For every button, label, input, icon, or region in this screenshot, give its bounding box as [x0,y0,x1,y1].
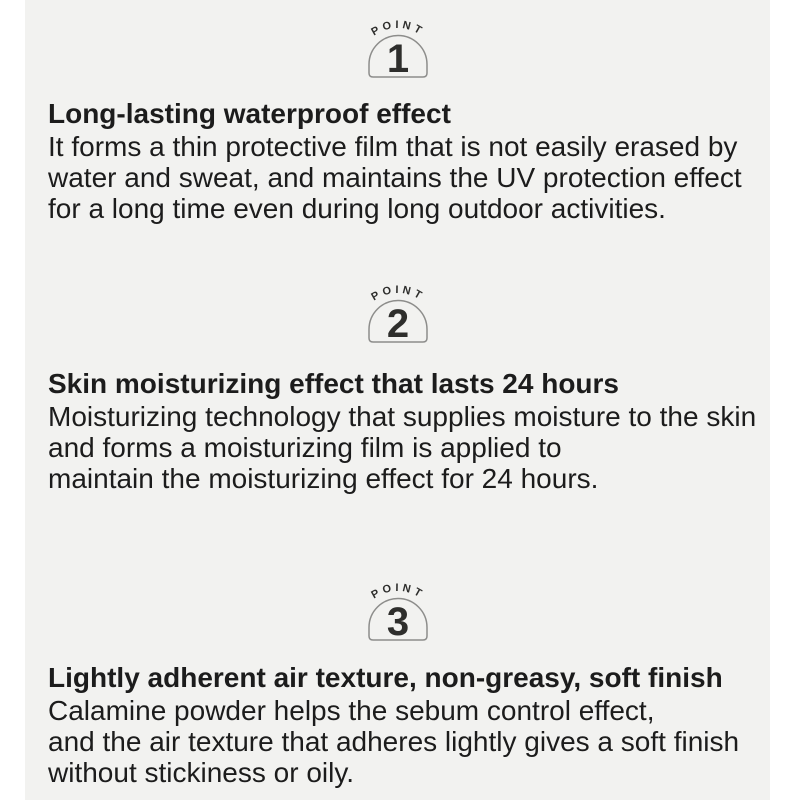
section-body [25,131,770,224]
section-heading: Skin moisturizing effect that lasts 24 hours [48,368,620,399]
point-section-3 [25,579,770,788]
point-section-1 [25,16,770,224]
section-body-line: Moisturizing technology that supplies moisture to the skin [48,401,757,432]
point-number: 3 [386,600,409,644]
point-3-badge-icon [353,579,443,642]
point-label: POINT [368,581,427,602]
section-body-line: for a long time even during long outdoor activities. [48,193,666,224]
section-body-line: water and sweat, and maintains the UV protection effect [48,162,742,193]
section-body [25,401,770,494]
point-2-badge-icon [353,281,443,344]
section-heading: Long-lasting waterproof effect [48,98,451,129]
section-body-line: It forms a thin protective film that is not easily erased by [48,131,738,162]
section-heading: Lightly adherent air texture, non-greasy, soft finish [48,662,723,693]
section-body-line: maintain the moisturizing effect for 24 hours. [48,463,599,494]
point-label: POINT [368,283,427,304]
point-number: 2 [386,302,409,346]
point-1-badge-icon [353,16,443,79]
section-body-line: Calamine powder helps the sebum control effect, [48,695,655,726]
section-body-line: and forms a moisturizing film is applied to [48,432,562,463]
section-body-line: without stickiness or oily. [48,757,355,788]
point-number: 1 [386,37,409,81]
section-body [25,695,770,788]
point-label: POINT [368,18,427,39]
section-body-line: and the air texture that adheres lightly gives a soft finish [48,726,740,757]
point-section-2 [25,281,770,494]
product-description-panel [25,0,770,800]
